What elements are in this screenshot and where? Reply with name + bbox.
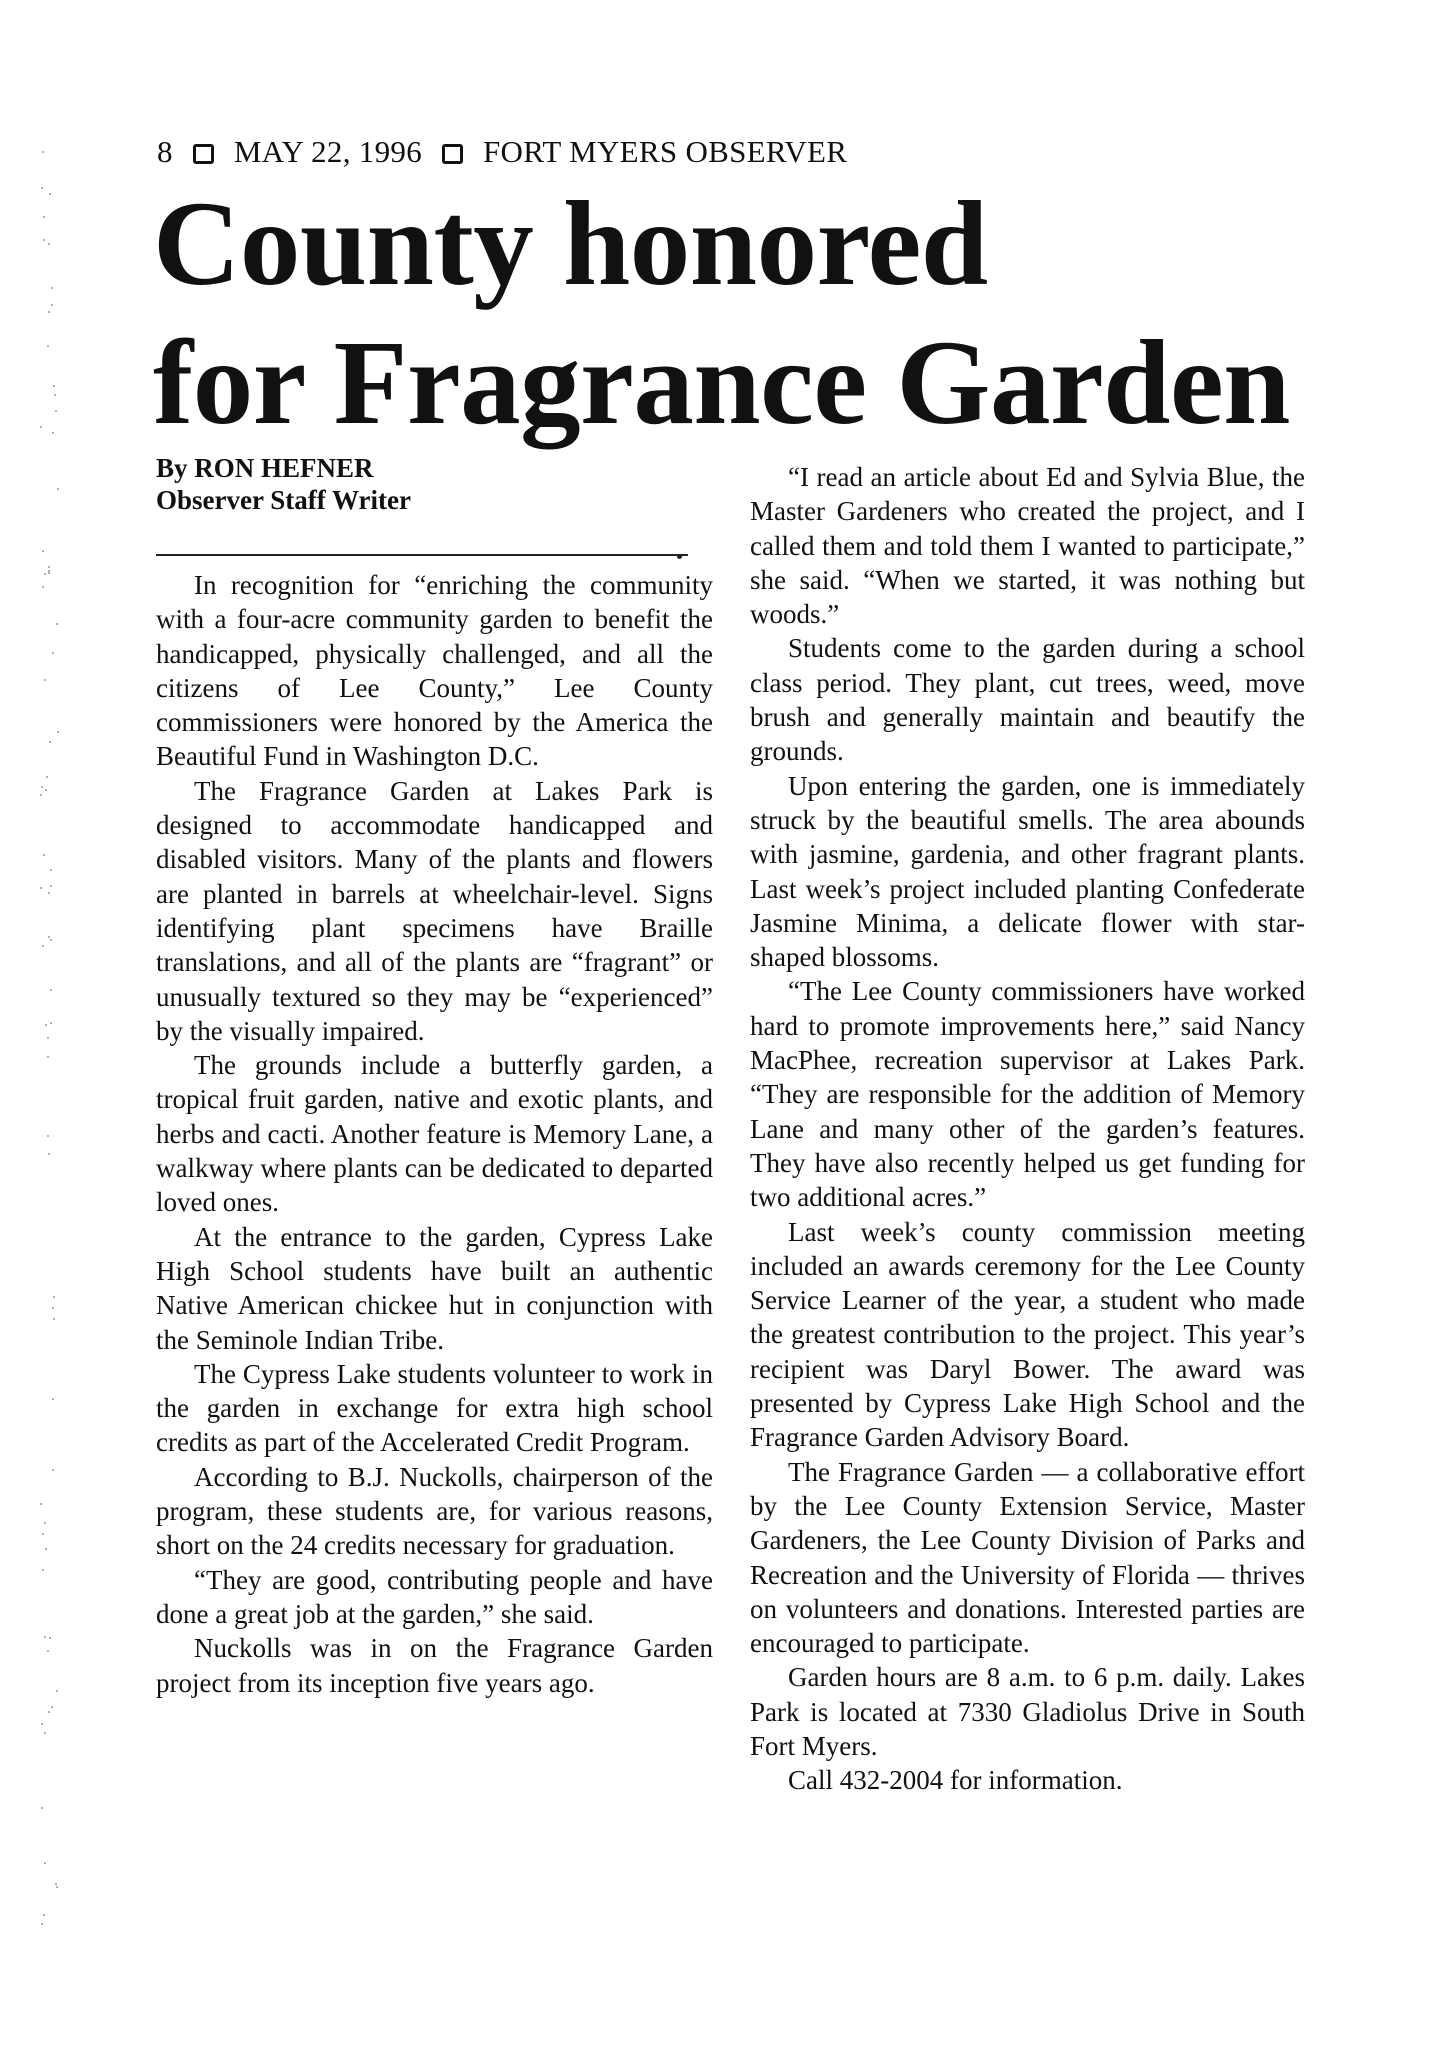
article-column-left: [156, 452, 713, 1700]
scan-speck: [42, 550, 44, 552]
scan-speck: [55, 1883, 57, 1885]
paragraph: The grounds include a butterfly garden, a tropical fruit garden, native and exotic plants, and herbs and cacti. Another feature is Memory Lane, a walkway where plants can be dedicated to departed loved ones.: [156, 1050, 713, 1218]
paragraph: The Fragrance Garden at Lakes Park is designed to accommodate handicapped and disabled visitors. Many of the plants and flowers are planted in barrels at wheelchair-level. Signs identifying plant specimens have Braille translations, and all of the plants are “fragrant” or unusually textured so they may be “experienced” by the visually impaired.: [156, 775, 713, 1046]
scan-speck: [48, 566, 50, 568]
scan-speck: [47, 1650, 49, 1652]
scan-speck: [52, 652, 54, 654]
scan-speck: [57, 731, 59, 733]
scan-speck: [41, 786, 43, 788]
scan-speck: [52, 1307, 54, 1309]
scan-speck: [50, 989, 52, 991]
scan-speck: [50, 869, 52, 871]
scan-speck: [48, 243, 50, 245]
scan-speck: [48, 311, 50, 313]
scan-speck: [40, 794, 42, 796]
scan-speck: [49, 741, 51, 743]
scan-speck: [53, 385, 55, 387]
scan-speck: [47, 1135, 49, 1137]
scan-speck: [46, 776, 48, 778]
scan-speck: [45, 1024, 47, 1026]
divider-dot: [677, 554, 682, 559]
paragraph: “They are good, contributing people and have done a great job at the garden,” she said.: [156, 1564, 713, 1629]
scan-speck: [56, 1886, 58, 1888]
scan-speck: [40, 426, 42, 428]
scan-speck: [44, 1522, 46, 1524]
byline-role: Observer Staff Writer: [156, 485, 411, 515]
box-bullet-icon: [193, 144, 214, 164]
scan-speck: [42, 1569, 44, 1571]
scan-speck: [40, 887, 42, 889]
scan-speck: [41, 187, 43, 189]
scan-speck: [52, 432, 54, 434]
scan-speck: [57, 488, 59, 490]
scan-speck: [48, 1711, 50, 1713]
scan-speck: [44, 573, 46, 575]
scan-speck: [47, 345, 49, 347]
scan-speck: [44, 1732, 46, 1734]
scan-speck: [54, 394, 56, 396]
paragraph: “The Lee County commissioners have worked hard to promote improvements here,” said Nancy MacPhee, recreation supervisor at Lakes Park. “They are responsible for the addition of Memory Lane and many other of the garden’s features. They have also recently helped us get funding for two additional acres.”: [750, 976, 1305, 1213]
headline: [153, 175, 1353, 453]
scan-speck: [44, 679, 46, 681]
scan-speck: [44, 1636, 46, 1638]
scan-speck: [49, 193, 51, 195]
byline-divider: [156, 554, 688, 556]
scan-speck: [52, 1469, 54, 1471]
scan-speck: [48, 936, 50, 938]
headline-line-1: County honored: [153, 177, 988, 311]
scan-speck: [42, 1533, 44, 1535]
scan-speck: [55, 410, 57, 412]
publication-name: FORT MYERS OBSERVER: [483, 134, 848, 169]
scan-speck: [43, 216, 45, 218]
scan-speck: [50, 1022, 52, 1024]
scan-speck: [47, 1056, 49, 1058]
scan-speck: [52, 1398, 54, 1400]
scan-speck: [42, 586, 44, 588]
paragraph: Last week’s county commission meeting included an awards ceremony for the Lee County Service Learner of the year, a student who made the greatest contribution to the project. This year’s recipient was Daryl Bower. The award was presented by Cypress Lake High School and the Fragrance Garden Advisory Board.: [750, 1216, 1305, 1453]
scan-speck: [50, 885, 52, 887]
scan-speck: [44, 1862, 46, 1864]
scan-speck: [49, 1637, 51, 1639]
article-column-right: [750, 460, 1305, 1798]
scan-speck: [41, 1723, 43, 1725]
paragraph: “I read an article about Ed and Sylvia Blue, the Master Gardeners who created the project, and I called them and told them I wanted to participate,” she said. “When we started, it was nothing but woods.”: [750, 462, 1305, 630]
box-bullet-icon: [442, 144, 463, 164]
paragraph: At the entrance to the garden, Cypress Lake High School students have built an authentic Native American chickee hut in conjunction with the Seminole Indian Tribe.: [156, 1221, 713, 1355]
scan-speck: [45, 1548, 47, 1550]
scan-speck: [51, 1706, 53, 1708]
paragraph: The Cypress Lake students volunteer to work in the garden in exchange for extra high school credits as part of the Accelerated Credit Program.: [156, 1358, 713, 1458]
scan-margin-specks: [40, 150, 60, 1950]
scan-speck: [53, 1318, 55, 1320]
paragraph: Call 432-2004 for information.: [788, 1765, 1123, 1796]
scan-speck: [48, 892, 50, 894]
paragraph: According to B.J. Nuckolls, chairperson of the program, these students are, for various reasons, short on the 24 credits necessary for graduation.: [156, 1461, 713, 1561]
scan-speck: [43, 854, 45, 856]
scan-speck: [45, 789, 47, 791]
paragraph: Nuckolls was in on the Fragrance Garden project from its inception five years ago.: [156, 1633, 713, 1698]
scan-speck: [47, 1037, 49, 1039]
paragraph: Upon entering the garden, one is immediately struck by the beautiful smells. The area abounds with jasmine, gardenia, and other fragrant plants. Last week’s project included planting Confederate Jasmine Minima, a delicate flower with star-shaped blossoms.: [750, 770, 1305, 973]
scan-speck: [42, 945, 44, 947]
scan-speck: [50, 939, 52, 941]
paragraph: The Fragrance Garden — a collaborative effort by the Lee County Extension Service, Master Gardeners, the Lee County Division of Parks and Recreation and the University of Florida — thrives on volunteers and donations. Interested parties are encouraged to participate.: [750, 1456, 1305, 1659]
headline-line-2: for Fragrance Garden: [153, 316, 1290, 450]
scan-speck: [51, 304, 53, 306]
paragraph: Garden hours are 8 a.m. to 6 p.m. daily. Lakes Park is located at 7330 Gladiolus Drive in South Fort Myers.: [750, 1662, 1305, 1761]
scan-speck: [43, 239, 45, 241]
paragraph: Students come to the garden during a school class period. They plant, cut trees, weed, move brush and generally maintain and beautify the grounds.: [750, 633, 1305, 767]
issue-date: MAY 22, 1996: [233, 134, 423, 169]
scan-speck: [48, 1153, 50, 1155]
scan-speck: [40, 1503, 42, 1505]
page-number: 8: [157, 134, 173, 169]
scan-speck: [43, 1914, 45, 1916]
scan-speck: [41, 1807, 43, 1809]
byline-author: By RON HEFNER: [156, 453, 374, 483]
paragraph: In recognition for “enriching the community with a four-acre community garden to benefit the handicapped, physically challenged, and all the citizens of Lee County,” Lee County commissioners were honored by the America the Beautiful Fund in Washington D.C.: [156, 570, 713, 772]
scan-speck: [56, 623, 58, 625]
scan-speck: [53, 1296, 55, 1298]
scan-speck: [51, 287, 53, 289]
scan-speck: [41, 1923, 43, 1925]
dateline: [157, 134, 847, 170]
scan-speck: [48, 572, 50, 574]
scan-speck: [42, 151, 44, 153]
scan-speck: [56, 1690, 58, 1692]
